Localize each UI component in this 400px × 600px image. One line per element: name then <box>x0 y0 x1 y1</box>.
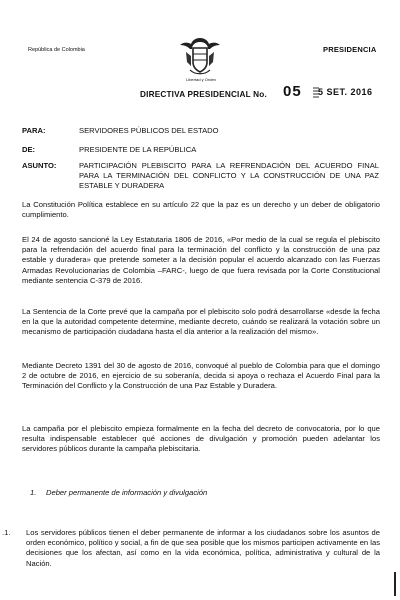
coat-of-arms-icon <box>178 36 222 76</box>
presidency-label: PRESIDENCIA <box>323 45 377 54</box>
motto-text: Libertad y Orden <box>186 77 216 82</box>
subsection-text: Los servidores públicos tienen el deber permanente de informar a los ciudadanos sobre los asuntos de orden económico, político y social, a fin de que sea posible que los mismos participen activamente en las decisiones que los afectan, así como en la vida económica, política, administrativa y cultural de la Nación. <box>26 528 380 568</box>
asunto-label: ASUNTO: <box>22 161 57 170</box>
paragraph-2: El 24 de agosto sancioné la Ley Estatutaria 1806 de 2016, «Por medio de la cual se regula el plebiscito para la refrendación del acuerdo final para la terminación del conflicto y la construcción de una paz estable y duradera» que pretende someter a la decisión popular el acuerdo alcanzado con las Fuerzas Armadas Revolucionarias de Colombia –FARC-, luego de que fuera revisada por la Corte Constitucional mediante sentencia C-379 de 2016. <box>22 235 380 285</box>
paragraph-3: La Sentencia de la Corte prevé que la campaña por el plebiscito solo podrá desarrollarse «desde la fecha en la que la autoridad competente determine, mediante decreto, cuándo se realizará la votación sobre un mecanismo de participación ciudadana hasta el día anterior a la realización del mismo». <box>22 307 380 337</box>
paragraph-4: Mediante Decreto 1391 del 30 de agosto de 2016, convoqué al pueblo de Colombia para que el domingo 2 de octubre de 2016, en ejercicio de su soberanía, decida si apoya o rechaza el Acuerdo Final para la Terminación del Conflicto y la Construcción de una Paz Estable y Duradera. <box>22 361 380 391</box>
subsection-number: .1. <box>2 528 11 537</box>
paragraph-1: La Constitución Política establece en su artículo 22 que la paz es un derecho y un deber de obligatorio cumplimiento. <box>22 200 380 220</box>
directive-label: DIRECTIVA PRESIDENCIAL No. <box>140 90 267 99</box>
page-edge-mark <box>394 572 396 596</box>
paragraph-5: La campaña por el plebiscito empieza formalmente en la fecha del decreto de convocatoria, por lo que resulta indispensable establecer qué acciones de divulgación y promoción pueden adelantar los servidores públicos durante la campaña plebiscitaria. <box>22 424 380 454</box>
para-value: SERVIDORES PÚBLICOS DEL ESTADO <box>79 126 219 135</box>
date-stamp: 5 SET. 2016 <box>318 87 373 97</box>
de-value: PRESIDENTE DE LA REPÚBLICA <box>79 145 197 154</box>
asunto-value: PARTICIPACIÓN PLEBISCITO PARA LA REFRENDACIÓN DEL ACUERDO FINAL PARA LA TERMINACIÓN DEL CONFLICTO Y LA CONSTRUCCIÓN DE UNA PAZ ESTABLE Y DURADERA <box>79 161 379 190</box>
de-label: DE: <box>22 145 36 154</box>
republic-label: República de Colombia <box>28 47 85 53</box>
section-number: 1. <box>30 488 37 497</box>
section-title: Deber permanente de información y divulgación <box>46 488 208 497</box>
directive-number: 05 <box>283 83 302 100</box>
para-label: PARA: <box>22 126 46 135</box>
directive-line <box>0 83 400 103</box>
